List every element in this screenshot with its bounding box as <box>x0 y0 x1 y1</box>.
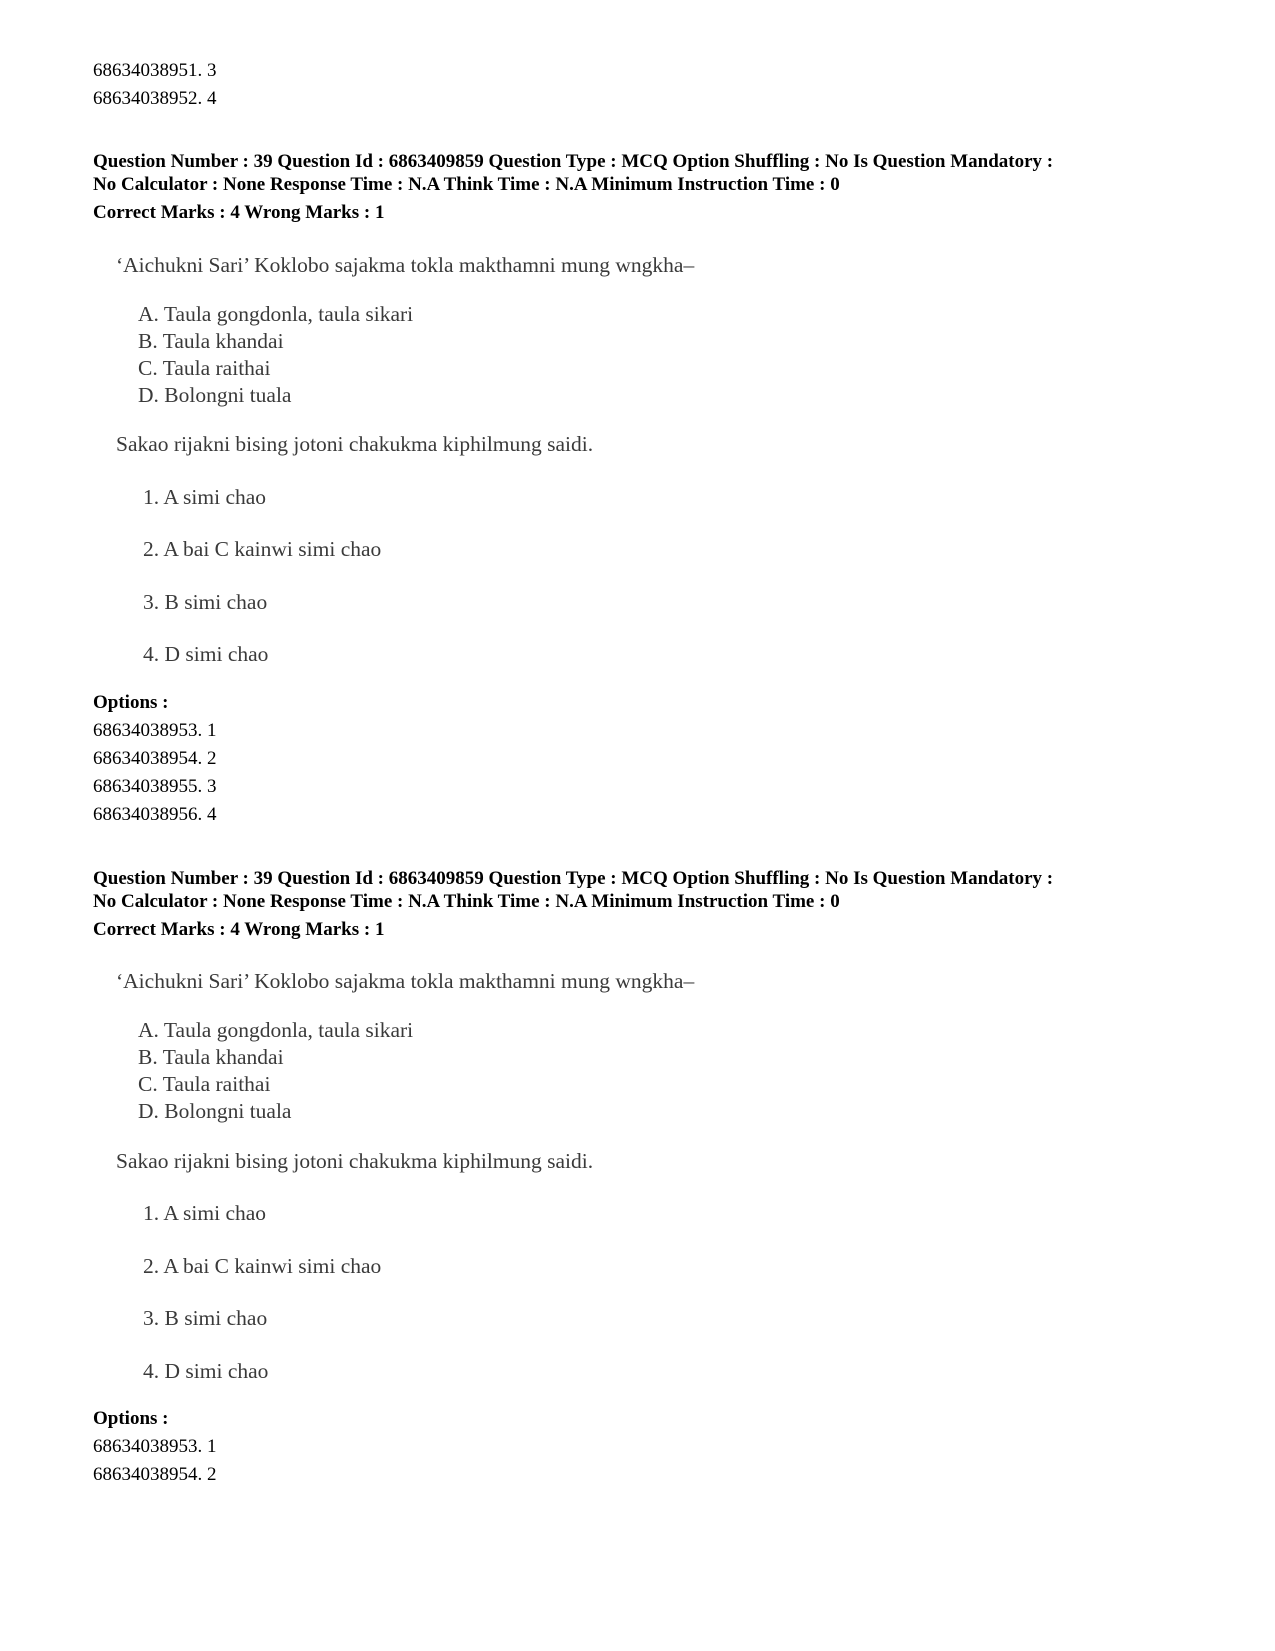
question-stem: ‘Aichukni Sari’ Koklobo sajakma tokla makthamni mung wngkha– <box>116 969 695 993</box>
answer-choice: 2. A bai C kainwi simi chao <box>143 1254 382 1278</box>
answer-choice: 1. A simi chao <box>143 1201 267 1225</box>
statement-item: B. Taula khandai <box>138 1045 284 1069</box>
question-instruction: Sakao rijakni bising jotoni chakukma kiphilmung saidi. <box>116 432 594 456</box>
option-line: 68634038951. 3 <box>93 60 217 81</box>
option-line: 68634038953. 1 <box>93 720 217 741</box>
statement-item: D. Bolongni tuala <box>138 383 292 407</box>
question-meta-line1: Question Number : 39 Question Id : 6863409859 Question Type : MCQ Option Shuffling : No Is Question Mandatory : <box>93 151 1054 172</box>
question-marks: Correct Marks : 4 Wrong Marks : 1 <box>93 202 385 223</box>
statement-item: A. Taula gongdonla, taula sikari <box>138 1018 414 1042</box>
question-meta-line1: Question Number : 39 Question Id : 6863409859 Question Type : MCQ Option Shuffling : No Is Question Mandatory : <box>93 868 1054 889</box>
answer-choice: 4. D simi chao <box>143 642 269 666</box>
question-meta-line2: No Calculator : None Response Time : N.A Think Time : N.A Minimum Instruction Time : 0 <box>93 891 840 912</box>
options-heading: Options : <box>93 692 169 713</box>
statement-item: A. Taula gongdonla, taula sikari <box>138 302 414 326</box>
answer-choice: 4. D simi chao <box>143 1359 269 1383</box>
option-line: 68634038955. 3 <box>93 776 217 797</box>
option-line: 68634038952. 4 <box>93 88 217 109</box>
answer-choice: 3. B simi chao <box>143 590 268 614</box>
statement-item: C. Taula raithai <box>138 356 271 380</box>
option-line: 68634038954. 2 <box>93 1464 217 1485</box>
answer-choice: 1. A simi chao <box>143 485 267 509</box>
statement-item: B. Taula khandai <box>138 329 284 353</box>
statement-item: D. Bolongni tuala <box>138 1099 292 1123</box>
option-line: 68634038953. 1 <box>93 1436 217 1457</box>
question-instruction: Sakao rijakni bising jotoni chakukma kiphilmung saidi. <box>116 1149 594 1173</box>
question-meta-line2: No Calculator : None Response Time : N.A Think Time : N.A Minimum Instruction Time : 0 <box>93 174 840 195</box>
answer-choice: 3. B simi chao <box>143 1306 268 1330</box>
option-line: 68634038956. 4 <box>93 804 217 825</box>
question-stem: ‘Aichukni Sari’ Koklobo sajakma tokla makthamni mung wngkha– <box>116 253 695 277</box>
answer-choice: 2. A bai C kainwi simi chao <box>143 537 382 561</box>
option-line: 68634038954. 2 <box>93 748 217 769</box>
statement-item: C. Taula raithai <box>138 1072 271 1096</box>
options-heading: Options : <box>93 1408 169 1429</box>
question-marks: Correct Marks : 4 Wrong Marks : 1 <box>93 919 385 940</box>
